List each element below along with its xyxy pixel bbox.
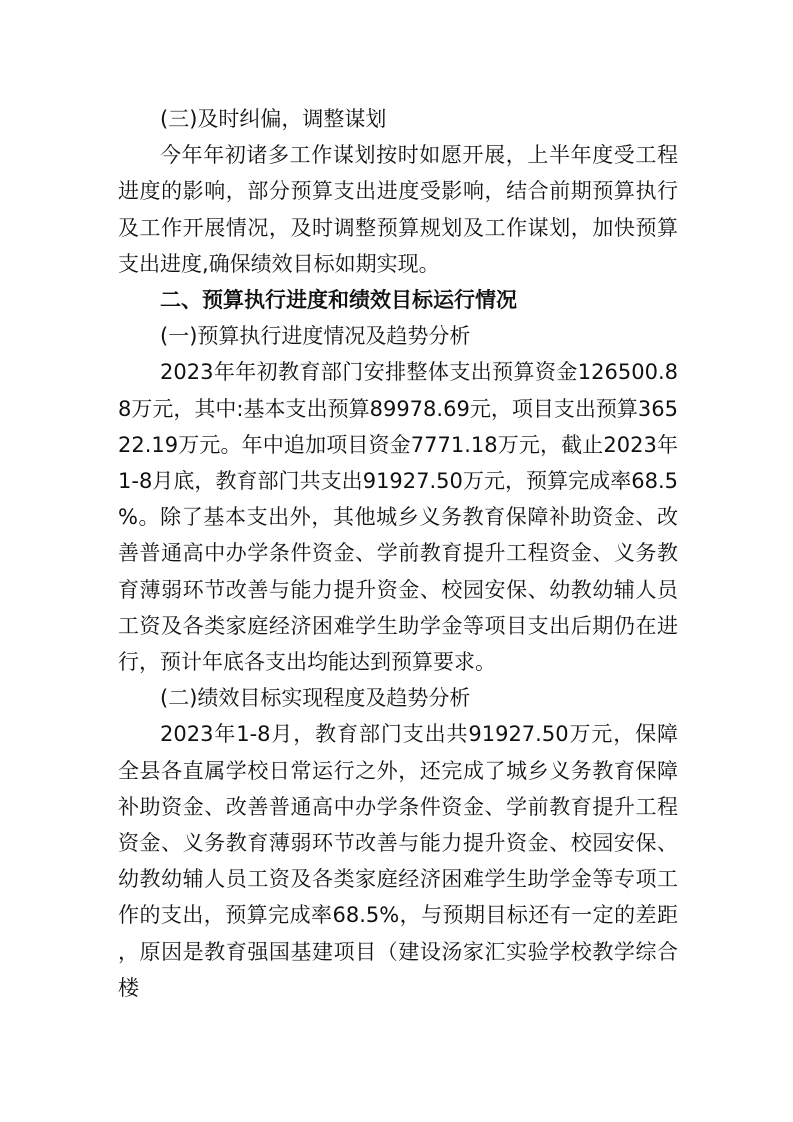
section-subheading-1: (一)预算执行进度情况及趋势分析 xyxy=(160,324,471,349)
section-subheading-3: (三)及时纠偏，调整谋划 xyxy=(160,107,387,131)
section-heading-2: 二、预算执行进度和绩效目标运行情况 xyxy=(160,288,517,313)
body-paragraph: 今年年初诸多工作谋划按时如愿开展，上半年度受工程进度的影响，部分预算支出进度受影响，结合前期预算执行及工作开展情况，及时调整预算规划及工作谋划，加快预算支出进度,确保绩效目标如期实现。 xyxy=(118,143,678,276)
document-body xyxy=(118,101,678,1006)
section-subheading-2: (二)绩效目标实现程度及趋势分析 xyxy=(160,686,471,711)
body-paragraph: 2023年年初教育部门安排整体支出预算资金126500.88万元，其中:基本支出预算89978.69元，项目支出预算36522.19万元。年中追加项目资金7771.18万元，截止2023年1-8月底，教育部门共支出91927.50万元，预算完成率68.5%。除了基本支出外，其他城乡义务教育保障补助资金、改善普通高中办学条件资金、学前教育提升工程资金、义务教育薄弱环节改善与能力提升资金、校园安保、幼教幼辅人员工资及各类家庭经济困难学生助学金等项目支出后期仍在进行，预计年底各支出均能达到预算要求。 xyxy=(118,360,678,675)
body-paragraph: 2023年1-8月，教育部门支出共91927.50万元，保障全县各直属学校日常运行之外，还完成了城乡义务教育保障补助资金、改善普通高中办学条件资金、学前教育提升工程资金、义务教育薄弱环节改善与能力提升资金、校园安保、幼教幼辅人员工资及各类家庭经济困难学生助学金等专项工作的支出，预算完成率68.5%，与预期目标还有一定的差距，原因是教育强国基建项目（建设汤家汇实验学校教学综合楼 xyxy=(118,722,678,1000)
